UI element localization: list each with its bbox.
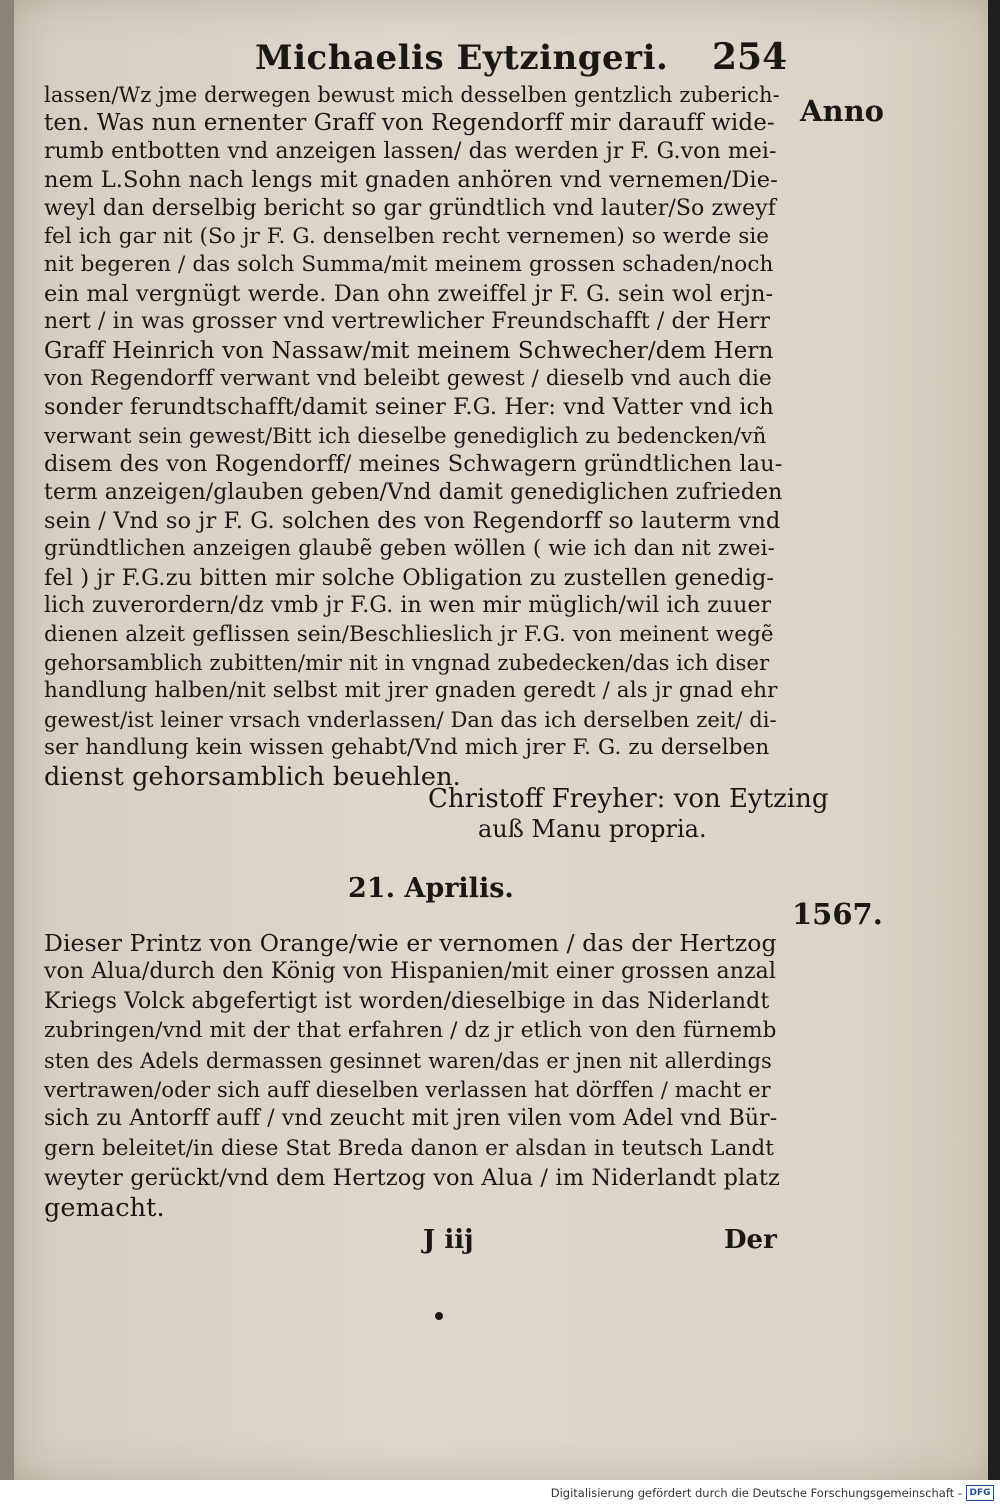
text-line: disem des von Rogendorff/ meines Schwagern gründtlichen lau-	[44, 451, 783, 478]
text-line: vertrawen/oder sich auff dieselben verlassen hat dörffen / macht er	[44, 1078, 771, 1102]
date-heading: 21. Aprilis.	[348, 873, 514, 904]
text-line: rumb entbotten vnd anzeigen lassen/ das werden jr F. G.von mei-	[44, 138, 777, 164]
dfg-logo: DFG	[966, 1485, 994, 1501]
text-line: sich zu Antorff auff / vnd zeucht mit jren vilen vom Adel vnd Bür-	[44, 1106, 778, 1132]
text-line: zubringen/vnd mit der that erfahren / dz jr etlich von den fürnemb	[44, 1018, 777, 1044]
text-line: gemacht.	[44, 1192, 165, 1223]
text-line: verwant sein gewest/Bitt ich dieselbe genediglich zu bedencken/vñ	[44, 423, 767, 448]
text-line: ein mal vergnügt werde. Dan ohn zweiffel jr F. G. sein wol erjn-	[44, 280, 774, 307]
margin-note-year: 1567.	[792, 897, 883, 931]
text-line: nit begeren / das solch Summa/mit meinem grossen schaden/noch	[44, 252, 774, 278]
text-line: gewest/ist leiner vrsach vnderlassen/ Dan das ich derselben zeit/ di-	[44, 707, 777, 732]
text-line: Kriegs Volck abgefertigt ist worden/dieselbige in das Niderlandt	[44, 988, 770, 1014]
ornament-dot	[435, 1312, 443, 1320]
text-line: gehorsamblich zubitten/mir nit in vngnad zubedecken/das ich diser	[44, 651, 770, 675]
letter-signature: Christoff Freyher: von Eytzing	[428, 784, 829, 814]
text-line: lich zuverordern/dz vmb jr F.G. in wen mir müglich/wil ich zuuer	[44, 593, 772, 619]
text-line: von Alua/durch den König von Hispanien/mit einer grossen anzal	[44, 959, 777, 985]
text-line: fel ) jr F.G.zu bitten mir solche Obligation zu zustellen genedig-	[44, 564, 775, 591]
manu-propria: auß Manu propria.	[478, 815, 707, 843]
catchword: Der	[724, 1225, 777, 1255]
text-line: handlung halben/nit selbst mit jrer gnaden geredt / als jr gnad ehr	[44, 678, 778, 704]
text-line: weyter gerückt/vnd dem Hertzog von Alua / im Niderlandt platz	[44, 1165, 780, 1192]
page-gutter-left	[0, 0, 14, 1480]
text-line: nert / in was grosser vnd vertrewlicher Freundschafft / der Herr	[44, 309, 771, 335]
page-number: 254	[712, 36, 788, 78]
text-line: sonder ferundtschafft/damit seiner F.G. Her: vnd Vatter vnd ich	[44, 394, 774, 421]
text-line: weyl dan derselbig bericht so gar gründtlich vnd lauter/So zweyf	[44, 195, 776, 221]
page-edge-right	[988, 0, 1000, 1480]
text-line: ser handlung kein wissen gehabt/Vnd mich jrer F. G. zu derselben	[44, 735, 770, 761]
text-line: sein / Vnd so jr F. G. solchen des von Regendorff so lauterm vnd	[44, 508, 781, 534]
text-line: dienen alzeit geflissen sein/Beschlieslich jr F.G. von meinent wegẽ	[44, 621, 774, 647]
text-line: von Regendorff verwant vnd beleibt gewest / dieselb vnd auch die	[44, 366, 772, 391]
text-line: gern beleitet/in diese Stat Breda danon er alsdan in teutsch Landt	[44, 1135, 775, 1161]
text-line: gründtlichen anzeigen glaubẽ geben wöllen ( wie ich dan nit zwei-	[44, 536, 775, 562]
text-line: fel ich gar nit (So jr F. G. denselben recht vernemen) so werde sie	[44, 224, 770, 249]
footer-bar	[0, 1480, 1000, 1505]
text-line: sten des Adels dermassen gesinnet waren/das er jnen nit allerdings	[44, 1048, 772, 1073]
text-line: nem L.Sohn nach lengs mit gnaden anhören vnd vernemen/Die-	[44, 167, 778, 194]
text-line: Dieser Printz von Orange/wie er vernomen / das der Hertzog	[44, 929, 777, 957]
text-line: dienst gehorsamblich beuehlen.	[44, 761, 461, 792]
running-head: Michaelis Eytzingeri.	[255, 38, 669, 78]
text-line: lassen/Wz jme derwegen bewust mich desselben gentzlich zuberich-	[44, 83, 780, 107]
funding-credit: Digitalisierung gefördert durch die Deutsche Forschungsgemeinschaft -	[550, 1486, 962, 1500]
text-line: ten. Was nun ernenter Graff von Regendorff mir darauff wide-	[44, 110, 775, 137]
margin-note-anno: Anno	[800, 94, 885, 128]
text-line: Graff Heinrich von Nassaw/mit meinem Schwecher/dem Hern	[44, 337, 774, 364]
text-line: term anzeigen/glauben geben/Vnd damit genediglichen zufrieden	[44, 479, 783, 505]
signature-mark: J iij	[423, 1225, 474, 1255]
